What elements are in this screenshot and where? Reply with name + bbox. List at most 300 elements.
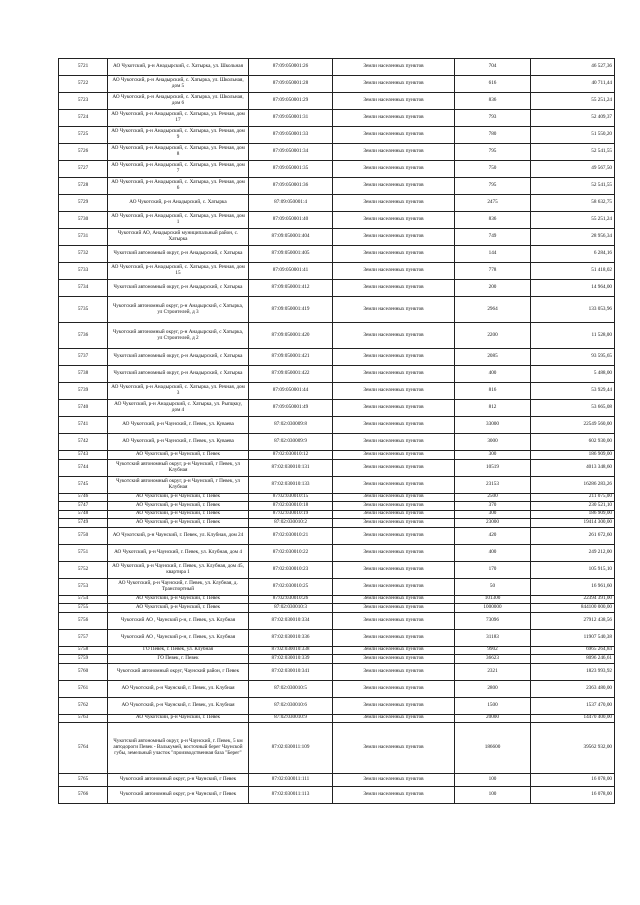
cadastral-number-cell: 87:09:050001:49 — [249, 400, 333, 417]
cadastral-value-cell: 51 550,20 — [531, 127, 615, 144]
area-cell: 2085 — [455, 349, 531, 366]
table-row — [59, 280, 615, 297]
table-row — [59, 502, 615, 511]
area-cell: 23153 — [455, 476, 531, 493]
cadastral-number-cell: 87:09:050001:422 — [249, 366, 333, 383]
row-number: 5722 — [59, 76, 108, 93]
table-row — [59, 774, 615, 787]
area-cell: 778 — [455, 263, 531, 280]
area-cell: 36623 — [455, 655, 531, 664]
land-category-cell: Земли населенных пунктов — [333, 714, 455, 723]
cadastral-value-cell: 55 251,24 — [531, 212, 615, 229]
cadastral-value-cell: 844100 000,00 — [531, 604, 615, 613]
cadastral-number-cell: 87:02:030010:5 — [249, 680, 333, 697]
address-cell: Чукотский автономный округ, р-н Чаунский, г Певек — [108, 774, 249, 787]
address-cell: Чукотский автономный округ, р-н Чаунский, г Певек, ул Клубная — [108, 459, 249, 476]
land-category-cell: Земли населенных пунктов — [333, 366, 455, 383]
area-cell: 300 — [455, 451, 531, 460]
land-category-cell: Земли населенных пунктов — [333, 697, 455, 714]
cadastral-value-cell: 133 053,96 — [531, 297, 615, 323]
area-cell: 73096 — [455, 612, 531, 629]
row-number: 5757 — [59, 629, 108, 646]
area-cell: 170 — [455, 561, 531, 578]
table-row — [59, 604, 615, 613]
cadastral-number-cell: 87:02:030010:18 — [249, 502, 333, 511]
area-cell: 2800 — [455, 680, 531, 697]
land-category-cell: Земли населенных пунктов — [333, 144, 455, 161]
cadastral-value-cell: 14 964,00 — [531, 280, 615, 297]
cadastral-value-cell: 8096 246,61 — [531, 655, 615, 664]
address-cell: АО Чукотский, р-н Анадырский, с. Хатырка, ул. Речная, дом 17 — [108, 110, 249, 127]
address-cell: АО Чукотский, р-н Анадырский, с. Хатырка — [108, 195, 249, 212]
address-cell: Чукотский автономный округ, р-н Анадырский, с Хатырка — [108, 280, 249, 297]
area-cell: 400 — [455, 366, 531, 383]
row-number: 5762 — [59, 697, 108, 714]
address-cell: Чукотский автономный округ, р-н Анадырский, с Хатырка — [108, 366, 249, 383]
address-cell: АО Чукотский, р-н Чаунский, г. Певек, ул. Клубная, д. Транспортный — [108, 578, 249, 595]
cadastral-value-cell: 22549 560,00 — [531, 417, 615, 434]
table-row — [59, 493, 615, 502]
area-cell: 704 — [455, 59, 531, 76]
row-number: 5758 — [59, 646, 108, 655]
cadastral-value-cell: 105 915,10 — [531, 561, 615, 578]
land-category-cell: Земли населенных пунктов — [333, 493, 455, 502]
land-category-cell: Земли населенных пунктов — [333, 110, 455, 127]
area-cell: 3000 — [455, 434, 531, 451]
area-cell: 420 — [455, 527, 531, 544]
table-row — [59, 417, 615, 434]
area-cell: 812 — [455, 400, 531, 417]
land-category-cell: Земли населенных пунктов — [333, 229, 455, 246]
cadastral-number-cell: 87:02:030010:2 — [249, 519, 333, 528]
cadastral-number-cell: 87:02:030010:3 — [249, 604, 333, 613]
address-cell: АО Чукотский, р-н Чаунский, г. Певек — [108, 510, 249, 519]
row-number: 5740 — [59, 400, 108, 417]
row-number: 5751 — [59, 544, 108, 561]
area-cell: 2500 — [455, 493, 531, 502]
area-cell: 2964 — [455, 297, 531, 323]
table-row — [59, 161, 615, 178]
land-category-cell: Земли населенных пунктов — [333, 646, 455, 655]
table-row — [59, 144, 615, 161]
cadastral-value-cell: 27912 438,56 — [531, 612, 615, 629]
row-number: 5728 — [59, 178, 108, 195]
cadastral-value-cell: 4013 348,60 — [531, 459, 615, 476]
cadastral-value-cell: 16 078,00 — [531, 787, 615, 804]
table-row — [59, 195, 615, 212]
table-row — [59, 655, 615, 664]
land-category-cell: Земли населенных пунктов — [333, 93, 455, 110]
cadastral-value-cell: 1537 470,00 — [531, 697, 615, 714]
address-cell: АО Чукотский, р-н Анадырский, с. Хатырка, ул. Речная, дом 15 — [108, 263, 249, 280]
cadastral-number-cell: 87:02:030010:25 — [249, 578, 333, 595]
land-category-cell: Земли населенных пунктов — [333, 629, 455, 646]
area-cell: 1000000 — [455, 604, 531, 613]
table-row — [59, 578, 615, 595]
cadastral-number-cell: 87:02:030010:6 — [249, 697, 333, 714]
address-cell: АО Чукотский, р-н Анадырский, с. Хатырка, ул. Школьная, дом 6 — [108, 93, 249, 110]
address-cell: Чукотский автономный округ, р-н Анадырский, с Хатырка, ул Строителей, д 3 — [108, 297, 249, 323]
cadastral-value-cell: 249 212,00 — [531, 544, 615, 561]
area-cell: 2475 — [455, 195, 531, 212]
cadastral-value-cell: 93 595,65 — [531, 349, 615, 366]
land-category-cell: Земли населенных пунктов — [333, 655, 455, 664]
cadastral-number-cell: 87:02:030010:339 — [249, 655, 333, 664]
table-row — [59, 246, 615, 263]
table-row — [59, 697, 615, 714]
cadastral-number-cell: 87:02:030010:23 — [249, 561, 333, 578]
cadastral-value-cell: 52 409,37 — [531, 110, 615, 127]
land-category-cell: Земли населенных пунктов — [333, 161, 455, 178]
address-cell: Чукотский автономный округ, р-н Чаунский, г. Певек, 5 км автодороги Певек - Валькумей, восточный берег Чаунской губы, земельный участок "производственная база "Берег" — [108, 723, 249, 774]
address-cell: Чукотский АО, Анадырский муниципальный район, с. Хатырка — [108, 229, 249, 246]
cadastral-value-cell: 49 567,50 — [531, 161, 615, 178]
address-cell: АО Чукотский, р-н Чаунский, г. Певек, ул. Клубная — [108, 697, 249, 714]
address-cell: АО Чукотский, р-н Чаунский, г. Певек, ул. Клубная, дом 45, квартира 1 — [108, 561, 249, 578]
area-cell: 400 — [455, 544, 531, 561]
cadastral-value-cell: 211 075,00 — [531, 493, 615, 502]
land-category-cell: Земли населенных пунктов — [333, 527, 455, 544]
area-cell: 20000 — [455, 714, 531, 723]
row-number: 5735 — [59, 297, 108, 323]
table-row — [59, 366, 615, 383]
area-cell: 186600 — [455, 723, 531, 774]
row-number: 5761 — [59, 680, 108, 697]
row-number: 5732 — [59, 246, 108, 263]
row-number: 5724 — [59, 110, 108, 127]
cadastral-number-cell: 87:02:030010:336 — [249, 629, 333, 646]
cadastral-number-cell: 87:09:050001:28 — [249, 76, 333, 93]
cadastral-number-cell: 87:02:030010:341 — [249, 663, 333, 680]
row-number: 5744 — [59, 459, 108, 476]
table-row — [59, 544, 615, 561]
table-row — [59, 297, 615, 323]
address-cell: АО Чукотский, р-н Чаунский, г. Певек, ул. Клубная, дом 4 — [108, 544, 249, 561]
table-row — [59, 723, 615, 774]
area-cell: 144 — [455, 246, 531, 263]
land-category-cell: Земли населенных пунктов — [333, 612, 455, 629]
row-number: 5727 — [59, 161, 108, 178]
address-cell: Чукотский АО , Чаунский р-н, г. Певек, ул. Клубная — [108, 629, 249, 646]
land-category-cell: Земли населенных пунктов — [333, 774, 455, 787]
row-number: 5756 — [59, 612, 108, 629]
cadastral-number-cell: 87:09:050001:4 — [249, 195, 333, 212]
cadastral-number-cell: 87:02:030010:133 — [249, 476, 333, 493]
land-category-cell: Земли населенных пунктов — [333, 263, 455, 280]
cadastral-value-cell: 53 665,08 — [531, 400, 615, 417]
area-cell: 2321 — [455, 663, 531, 680]
land-category-cell: Земли населенных пунктов — [333, 246, 455, 263]
table-row — [59, 76, 615, 93]
address-cell: АО Чукотский, р-н Чаунский, г. Певек — [108, 451, 249, 460]
row-number: 5742 — [59, 434, 108, 451]
table-row — [59, 263, 615, 280]
address-cell: АО Чукотский, р-н Анадырский, с. Хатырка, ул. Речная, дом 6 — [108, 178, 249, 195]
cadastral-value-cell: 19414 300,00 — [531, 519, 615, 528]
area-cell: 836 — [455, 93, 531, 110]
cadastral-value-cell: 186 909,00 — [531, 510, 615, 519]
table-row — [59, 629, 615, 646]
address-cell: АО Чукотский, р-н Чаунский, г. Певек — [108, 604, 249, 613]
address-cell: АО Чукотский, р-н Чаунский, г. Певек — [108, 714, 249, 723]
table-row — [59, 323, 615, 349]
address-cell: АО Чукотский, р-н Чаунский, г. Певек — [108, 493, 249, 502]
land-category-cell: Земли населенных пунктов — [333, 476, 455, 493]
land-category-cell: Земли населенных пунктов — [333, 383, 455, 400]
table-row — [59, 561, 615, 578]
land-category-cell: Земли населенных пунктов — [333, 349, 455, 366]
row-number: 5752 — [59, 561, 108, 578]
cadastral-number-cell: 87:02:030010:19 — [249, 510, 333, 519]
cadastral-value-cell: 22394 391,00 — [531, 595, 615, 604]
area-cell: 101300 — [455, 595, 531, 604]
table-row — [59, 178, 615, 195]
cadastral-value-cell: 28 956,34 — [531, 229, 615, 246]
cadastral-number-cell: 87:09:050001:31 — [249, 110, 333, 127]
land-category-cell: Земли населенных пунктов — [333, 451, 455, 460]
cadastral-number-cell: 87:09:050001:412 — [249, 280, 333, 297]
row-number: 5721 — [59, 59, 108, 76]
cadastral-value-cell: 602 930,00 — [531, 434, 615, 451]
address-cell: АО Чукотский, р-н Анадырский, с. Хатырка, ул. Речная, дом 9 — [108, 127, 249, 144]
land-category-cell: Земли населенных пунктов — [333, 400, 455, 417]
row-number: 5730 — [59, 212, 108, 229]
area-cell: 31183 — [455, 629, 531, 646]
area-cell: 780 — [455, 127, 531, 144]
address-cell: Чукотский автономный округ, р-н Анадырский, с Хатырка — [108, 246, 249, 263]
address-cell: АО Чукотский, р-н Чаунский, г. Певек, ул. Куваева — [108, 417, 249, 434]
address-cell: АО Чукотский, р-н Анадырский, с. Хатырка, ул. Школьная, дом 5 — [108, 76, 249, 93]
address-cell: АО Чукотский, р-н Анадырский, с. Хатырка, ул. Школьная — [108, 59, 249, 76]
area-cell: 100 — [455, 774, 531, 787]
land-category-cell: Земли населенных пунктов — [333, 510, 455, 519]
row-number: 5745 — [59, 476, 108, 493]
row-number: 5743 — [59, 451, 108, 460]
table-row — [59, 519, 615, 528]
cadastral-value-cell: 55 251,24 — [531, 93, 615, 110]
table-row — [59, 663, 615, 680]
area-cell: 793 — [455, 110, 531, 127]
address-cell: АО Чукотский, р-н Анадырский, с. Хатырка, ул. Речная, дом 7 — [108, 161, 249, 178]
row-number: 5729 — [59, 195, 108, 212]
row-number: 5731 — [59, 229, 108, 246]
land-category-cell: Земли населенных пунктов — [333, 519, 455, 528]
row-number: 5741 — [59, 417, 108, 434]
cadastral-number-cell: 87:09:050001:419 — [249, 297, 333, 323]
cadastral-value-cell: 6965 264,84 — [531, 646, 615, 655]
land-category-cell: Земли населенных пунктов — [333, 663, 455, 680]
cadastral-number-cell: 87:09:050001:26 — [249, 59, 333, 76]
table-row — [59, 127, 615, 144]
table-row — [59, 527, 615, 544]
cadastral-number-cell: 87:02:030010:12 — [249, 451, 333, 460]
address-cell: АО Чукотский, р-н Чаунский, г. Певек — [108, 519, 249, 528]
area-cell: 795 — [455, 178, 531, 195]
row-number: 5765 — [59, 774, 108, 787]
area-cell: 100 — [455, 787, 531, 804]
land-category-cell: Земли населенных пунктов — [333, 417, 455, 434]
table-row — [59, 93, 615, 110]
cadastral-number-cell: 87:09:050001:420 — [249, 323, 333, 349]
cadastral-number-cell: 87:09:050001:40 — [249, 212, 333, 229]
area-cell: 836 — [455, 212, 531, 229]
area-cell: 370 — [455, 502, 531, 511]
row-number: 5746 — [59, 493, 108, 502]
table-row — [59, 787, 615, 804]
table-row — [59, 383, 615, 400]
land-category-cell: Земли населенных пунктов — [333, 280, 455, 297]
cadastral-value-cell: 261 672,60 — [531, 527, 615, 544]
row-number: 5726 — [59, 144, 108, 161]
land-category-cell: Земли населенных пунктов — [333, 561, 455, 578]
table-row — [59, 459, 615, 476]
cadastral-number-cell: 87:09:050001:405 — [249, 246, 333, 263]
cadastral-value-cell: 5 488,00 — [531, 366, 615, 383]
land-category-cell: Земли населенных пунктов — [333, 127, 455, 144]
area-cell: 9902 — [455, 646, 531, 655]
land-category-cell: Земли населенных пунктов — [333, 544, 455, 561]
cadastral-number-cell: 87:09:050001:33 — [249, 127, 333, 144]
area-cell: 1500 — [455, 697, 531, 714]
cadastral-number-cell: 87:02:030010:338 — [249, 646, 333, 655]
row-number: 5764 — [59, 723, 108, 774]
cadastral-number-cell: 87:02:030011:113 — [249, 787, 333, 804]
table-row — [59, 400, 615, 417]
cadastral-number-cell: 87:09:050001:41 — [249, 263, 333, 280]
cadastral-value-cell: 11 528,00 — [531, 323, 615, 349]
area-cell: 300 — [455, 510, 531, 519]
land-category-cell: Земли населенных пунктов — [333, 297, 455, 323]
cadastral-number-cell: 87:09:050001:34 — [249, 144, 333, 161]
cadastral-value-cell: 2363 480,00 — [531, 680, 615, 697]
cadastral-number-cell: 87:09:050001:36 — [249, 178, 333, 195]
cadastral-value-cell: 51 418,02 — [531, 263, 615, 280]
cadastral-value-cell: 58 632,75 — [531, 195, 615, 212]
table-row — [59, 476, 615, 493]
row-number: 5766 — [59, 787, 108, 804]
land-category-cell: Земли населенных пунктов — [333, 434, 455, 451]
row-number: 5747 — [59, 502, 108, 511]
cadastral-value-cell: 52 541,55 — [531, 178, 615, 195]
cadastral-number-cell: 87:02:030009:9 — [249, 434, 333, 451]
cadastral-value-cell: 1823 993,92 — [531, 663, 615, 680]
cadastral-number-cell: 87:02:030010:21 — [249, 527, 333, 544]
land-category-cell: Земли населенных пунктов — [333, 578, 455, 595]
address-cell: АО Чукотский, р-н Чаунский, г. Певек, ул. Клубная, дом 24 — [108, 527, 249, 544]
address-cell: АО Чукотский, р-н Анадырский, с. Хатырка, ул. Речная, дом 8 — [108, 144, 249, 161]
cadastral-value-cell: 53 929,44 — [531, 383, 615, 400]
row-number: 5739 — [59, 383, 108, 400]
table-row — [59, 110, 615, 127]
cadastral-value-cell: 11907 540,38 — [531, 629, 615, 646]
row-number: 5755 — [59, 604, 108, 613]
area-cell: 616 — [455, 76, 531, 93]
table-row — [59, 59, 615, 76]
area-cell: 10519 — [455, 459, 531, 476]
cadastral-value-cell: 52 541,55 — [531, 144, 615, 161]
address-cell: Чукотский автономный округ, р-н Чаунский, г Певек — [108, 787, 249, 804]
row-number: 5748 — [59, 510, 108, 519]
area-cell: 50 — [455, 578, 531, 595]
cadastral-value-cell: 16 961,60 — [531, 578, 615, 595]
cadastral-value-cell: 6 284,16 — [531, 246, 615, 263]
cadastral-number-cell: 87:02:030009:8 — [249, 417, 333, 434]
land-register-table — [58, 58, 615, 804]
cadastral-value-cell: 186 909,00 — [531, 451, 615, 460]
land-category-cell: Земли населенных пунктов — [333, 459, 455, 476]
row-number: 5759 — [59, 655, 108, 664]
cadastral-number-cell: 87:02:030010:26 — [249, 595, 333, 604]
address-cell: АО Чукотский, р-н Анадырский, с. Хатырка, ул. Речная, дом 1 — [108, 212, 249, 229]
cadastral-value-cell: 46 527,36 — [531, 59, 615, 76]
row-number: 5737 — [59, 349, 108, 366]
cadastral-value-cell: 16286 283,26 — [531, 476, 615, 493]
area-cell: 200 — [455, 280, 531, 297]
table-row — [59, 680, 615, 697]
area-cell: 795 — [455, 144, 531, 161]
cadastral-number-cell: 87:02:030011:111 — [249, 774, 333, 787]
address-cell: ГО Певек, г. Певек — [108, 655, 249, 664]
table-row — [59, 646, 615, 655]
land-category-cell: Земли населенных пунктов — [333, 604, 455, 613]
land-category-cell: Земли населенных пунктов — [333, 323, 455, 349]
address-cell: АО Чукотский, р-н Анадырский, с. Хатырка, ул. Речная, дом 3 — [108, 383, 249, 400]
table-row — [59, 612, 615, 629]
cadastral-number-cell: 87:02:030010:15 — [249, 493, 333, 502]
land-category-cell: Земли населенных пунктов — [333, 76, 455, 93]
row-number: 5750 — [59, 527, 108, 544]
cadastral-number-cell: 87:09:050001:29 — [249, 93, 333, 110]
cadastral-number-cell: 87:09:050001:404 — [249, 229, 333, 246]
land-category-cell: Земли населенных пунктов — [333, 59, 455, 76]
address-cell: АО Чукотский, р-н Чаунский, г. Певек — [108, 502, 249, 511]
row-number: 5734 — [59, 280, 108, 297]
area-cell: 749 — [455, 229, 531, 246]
row-number: 5723 — [59, 93, 108, 110]
address-cell: Чукотский автономный округ, р-н Чаунский, г Певек, ул Клубная — [108, 476, 249, 493]
table-body — [59, 59, 615, 804]
land-category-cell: Земли населенных пунктов — [333, 723, 455, 774]
land-category-cell: Земли населенных пунктов — [333, 680, 455, 697]
row-number: 5725 — [59, 127, 108, 144]
address-cell: АО Чукотский, р-н Чаунский, г. Певек, ул. Клубная — [108, 680, 249, 697]
land-category-cell: Земли населенных пунктов — [333, 502, 455, 511]
row-number: 5754 — [59, 595, 108, 604]
row-number: 5763 — [59, 714, 108, 723]
cadastral-number-cell: 87:09:050001:421 — [249, 349, 333, 366]
land-category-cell: Земли населенных пунктов — [333, 195, 455, 212]
row-number: 5749 — [59, 519, 108, 528]
cadastral-number-cell: 87:09:050001:44 — [249, 383, 333, 400]
table-row — [59, 349, 615, 366]
address-cell: Чукотский автономный округ, р-н Анадырский, с Хатырка, ул Строителей, д 2 — [108, 323, 249, 349]
land-category-cell: Земли населенных пунктов — [333, 178, 455, 195]
area-cell: 23000 — [455, 519, 531, 528]
address-cell: АО Чукотский, р-н Анадырский, с. Хатырка, ул. Рыпцкку, дом 4 — [108, 400, 249, 417]
land-category-cell: Земли населенных пунктов — [333, 595, 455, 604]
cadastral-value-cell: 39562 932,00 — [531, 723, 615, 774]
row-number: 5760 — [59, 663, 108, 680]
row-number: 5753 — [59, 578, 108, 595]
cadastral-number-cell: 87:02:030010:131 — [249, 459, 333, 476]
cadastral-number-cell: 87:02:030010:22 — [249, 544, 333, 561]
address-cell: Чукотский автономный округ, Чаунский район, г Певек — [108, 663, 249, 680]
cadastral-value-cell: 40 711,44 — [531, 76, 615, 93]
cadastral-number-cell: 87:02:030010:9 — [249, 714, 333, 723]
table-row — [59, 451, 615, 460]
area-cell: 2200 — [455, 323, 531, 349]
cadastral-value-cell: 16 078,00 — [531, 774, 615, 787]
